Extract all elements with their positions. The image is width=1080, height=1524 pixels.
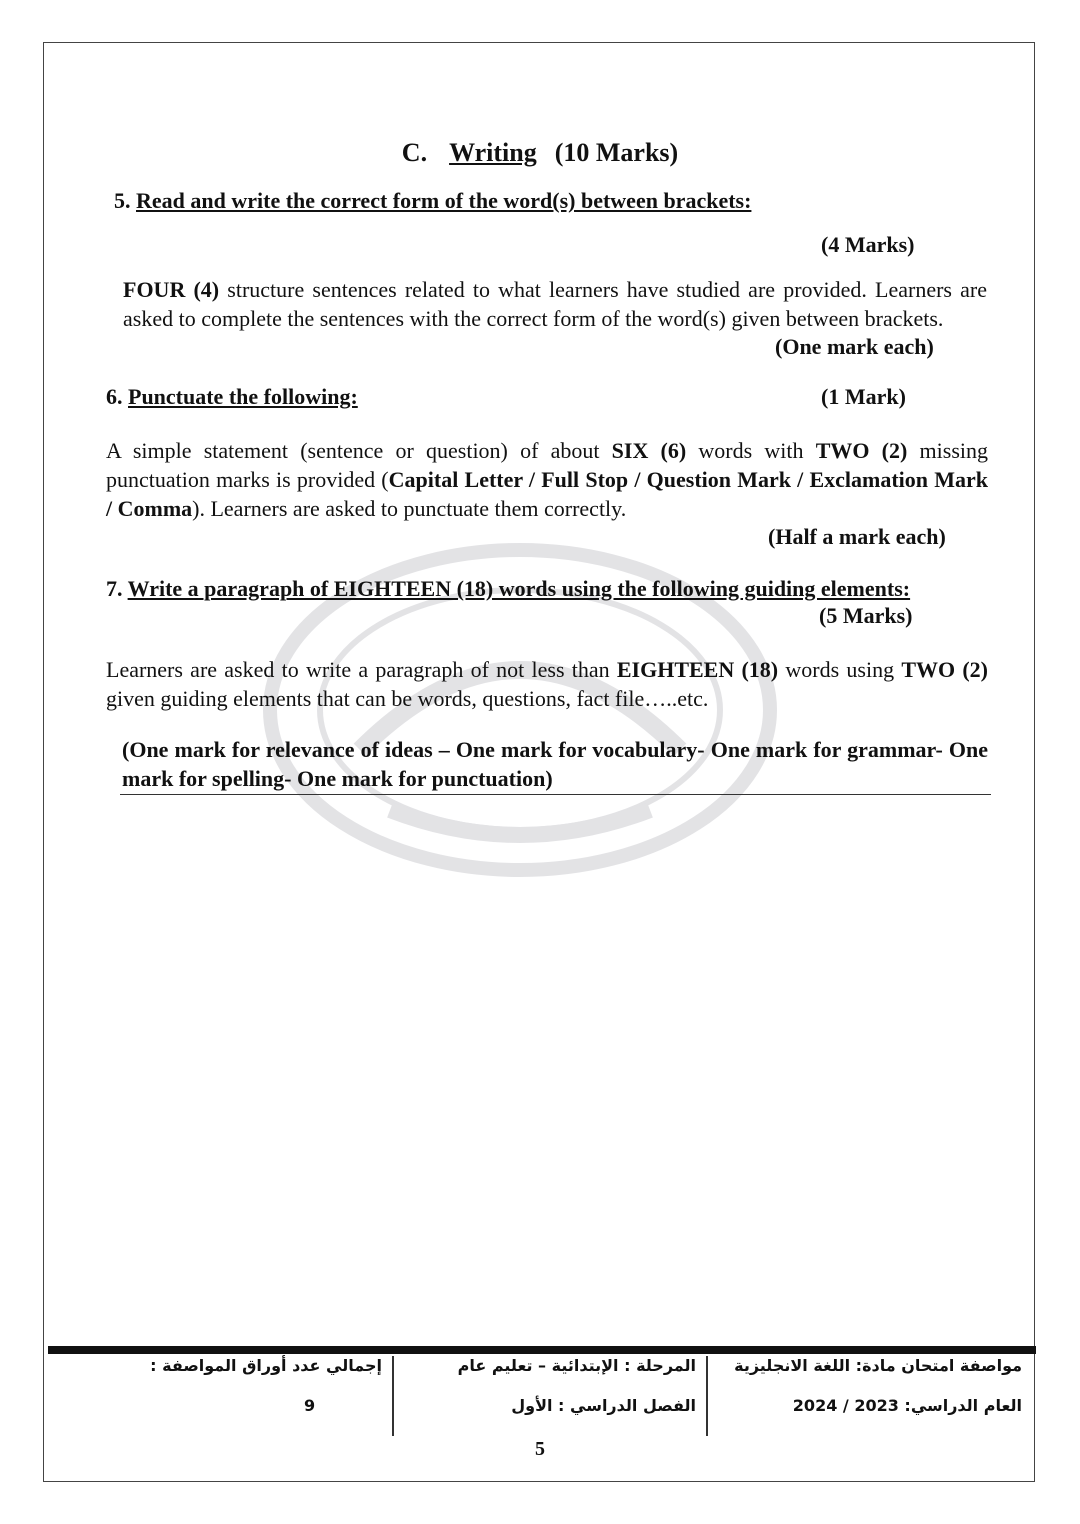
footer-subject: مواصفة امتحان مادة: اللغة الانجليزية <box>734 1356 1022 1375</box>
footer-divider <box>48 1346 1036 1354</box>
footer-stage: المرحلة : الإبتدائية – تعليم عام <box>457 1356 696 1375</box>
q5-marks: (4 Marks) <box>821 232 915 257</box>
q5-body: structure sentences related to what learners have studied are provided. Learners are asked to complete the sentences with the correct form of the word(s) given between brackets. <box>123 277 988 331</box>
q7-marks: (5 Marks) <box>819 603 913 628</box>
section-marks: (10 Marks) <box>554 138 679 167</box>
footer-total-value: 9 <box>304 1396 316 1415</box>
q7-description: Learners are asked to write a paragraph of not less than EIGHTEEN (18) words using TWO (2) given guiding elements that can be words, questions, fact file…..etc. <box>106 657 988 711</box>
q5-count: FOUR (4) <box>123 277 220 302</box>
q6-number: 6. <box>106 384 123 409</box>
footer-total-label: إجمالي عدد أوراق المواصفة : <box>150 1356 382 1375</box>
footer-term: الفصل الدراسي : الأول <box>511 1396 696 1415</box>
q6-each: (Half a mark each) <box>768 524 946 549</box>
q5-description <box>123 275 987 333</box>
q6-title: Punctuate the following: <box>128 384 358 409</box>
q5-each: (One mark each) <box>775 334 934 359</box>
q5-title: Read and write the correct form of the word(s) between brackets: <box>136 188 752 213</box>
q6-marks: (1 Mark) <box>821 384 906 409</box>
section-name: Writing <box>449 138 537 167</box>
q7-heading <box>106 574 988 603</box>
page-number: 5 <box>535 1438 545 1460</box>
q5-heading <box>114 188 751 214</box>
q7-title: Write a paragraph of EIGHTEEN (18) words using the following guiding elements: <box>127 576 911 601</box>
footer-separator-right <box>706 1356 708 1436</box>
q7-number: 7. <box>106 576 123 601</box>
section-title <box>0 138 1080 168</box>
q6-description: A simple statement (sentence or question) of about SIX (6) words with TWO (2) missing punctuation marks is provided (Capital Letter / Full Stop / Question Mark / Exclamation Mark / Comma). Learners are asked to punctuate them correctly. <box>106 438 988 521</box>
q6-heading <box>106 384 358 410</box>
section-letter: C. <box>401 138 428 167</box>
q7-criteria: (One mark for relevance of ideas – One mark for vocabulary- One mark for grammar- One mark for spelling- One mark for punctuation) <box>122 737 988 791</box>
footer-year: العام الدراسي: 2023 / 2024 <box>792 1396 1022 1415</box>
q5-number: 5. <box>114 188 131 213</box>
footer-separator-left <box>392 1356 394 1436</box>
criteria-underline <box>120 794 991 795</box>
